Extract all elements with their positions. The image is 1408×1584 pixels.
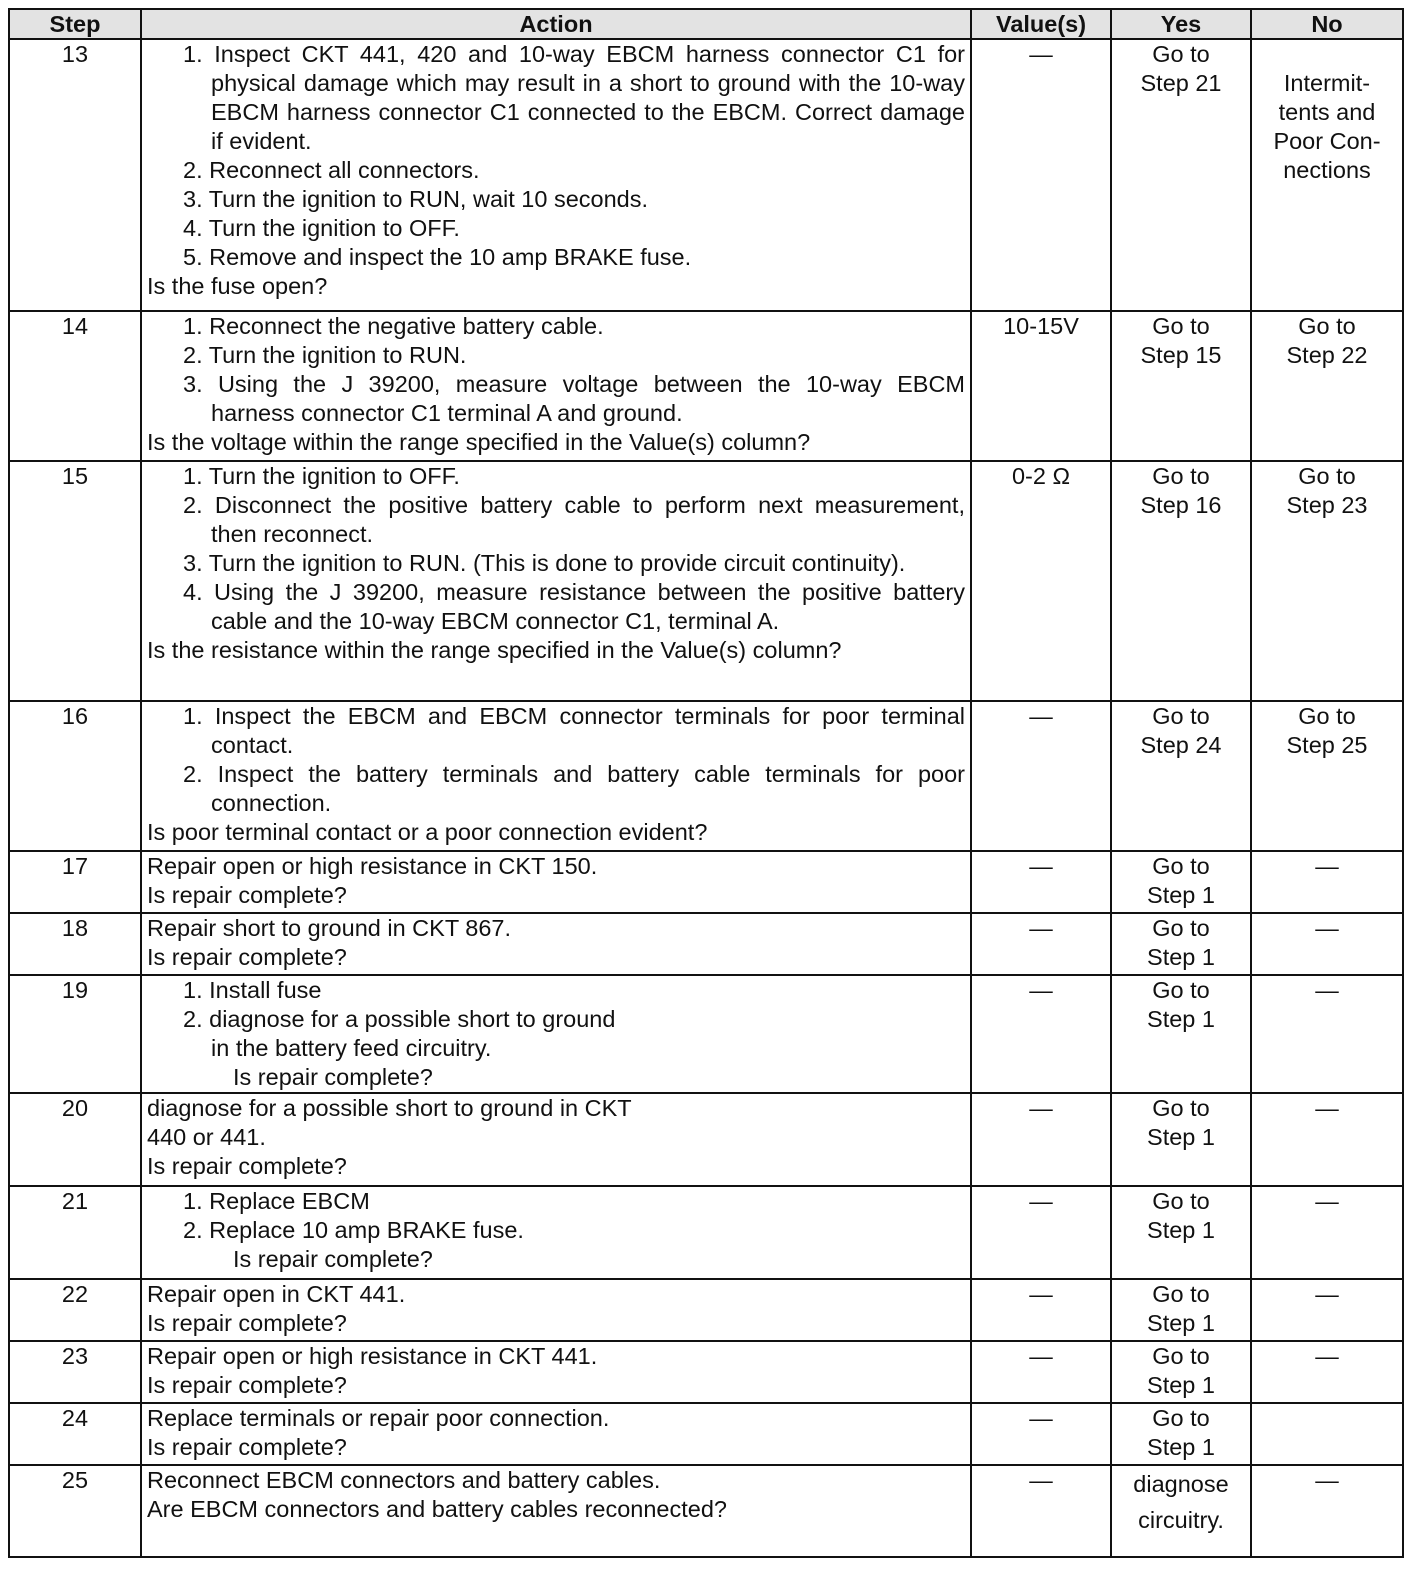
action-text: Is repair complete? <box>147 1153 347 1179</box>
value-cell: 10-15V <box>971 311 1111 461</box>
yes-text: Go to <box>1152 853 1210 879</box>
table-row <box>9 1465 1403 1557</box>
action-step-item: 2. Replace 10 amp BRAKE fuse. <box>183 1217 524 1243</box>
action-step-item: 2. Disconnect the positive battery cable to perform next measurement, then reconnect. <box>183 492 965 547</box>
value-cell: — <box>971 39 1111 311</box>
yes-cell <box>1111 311 1251 461</box>
table-body <box>9 39 1403 1557</box>
header-step: Step <box>9 9 141 39</box>
yes-cell <box>1111 1403 1251 1465</box>
no-text: — <box>1315 1467 1339 1493</box>
no-text: Step 23 <box>1286 492 1368 518</box>
value-cell: — <box>971 1186 1111 1279</box>
value-cell: — <box>971 1279 1111 1341</box>
step-cell: 25 <box>9 1465 141 1557</box>
action-step-item: 4. Turn the ignition to OFF. <box>183 215 460 241</box>
yes-text: circuitry. <box>1138 1507 1224 1533</box>
action-cell <box>141 851 971 913</box>
action-step-item: 3. Turn the ignition to RUN, wait 10 seconds. <box>183 186 649 212</box>
action-text: Is repair complete? <box>147 1372 347 1398</box>
value-cell: 0-2 Ω <box>971 461 1111 701</box>
action-cell <box>141 311 971 461</box>
yes-text: Go to <box>1152 1343 1210 1369</box>
no-cell <box>1251 1093 1403 1186</box>
action-step-item: 3. Using the J 39200, measure voltage between the 10-way EBCM harness connector C1 terminal A and ground. <box>183 371 965 426</box>
action-step-item: 2. Reconnect all connectors. <box>183 157 480 183</box>
yes-cell <box>1111 1279 1251 1341</box>
action-text: Is the fuse open? <box>147 273 328 299</box>
action-cell <box>141 1186 971 1279</box>
action-cell <box>141 1341 971 1403</box>
action-step-item: 1. Inspect CKT 441, 420 and 10-way EBCM harness connector C1 for physical damage which may result in a short to ground with the 10-way EBCM harness connector C1 connected to the EBCM. Correct damage if evident. <box>183 41 965 154</box>
action-cell <box>141 701 971 851</box>
no-text: — <box>1315 1095 1339 1121</box>
step-cell: 24 <box>9 1403 141 1465</box>
yes-cell <box>1111 1093 1251 1186</box>
no-text: Step 25 <box>1286 732 1368 758</box>
step-cell: 22 <box>9 1279 141 1341</box>
action-cell <box>141 1093 971 1186</box>
action-text: Reconnect EBCM connectors and battery cables. <box>147 1467 661 1493</box>
no-text <box>1257 1404 1397 1433</box>
table-row <box>9 311 1403 461</box>
action-text: Are EBCM connectors and battery cables reconnected? <box>147 1496 727 1522</box>
action-text: Is repair complete? <box>233 1064 433 1090</box>
action-step-item: 1. Inspect the EBCM and EBCM connector terminals for poor terminal contact. <box>183 703 965 758</box>
action-cell <box>141 1465 971 1557</box>
action-text: Is the resistance within the range specified in the Value(s) column? <box>147 637 842 663</box>
no-text: tents and <box>1278 99 1376 125</box>
step-cell: 20 <box>9 1093 141 1186</box>
header-action: Action <box>141 9 971 39</box>
table-row <box>9 1279 1403 1341</box>
action-text: Replace terminals or repair poor connection. <box>147 1405 610 1431</box>
no-cell <box>1251 1341 1403 1403</box>
action-text: diagnose for a possible short to ground in CKT <box>147 1095 632 1121</box>
no-cell <box>1251 1403 1403 1465</box>
no-text: — <box>1315 977 1339 1003</box>
value-cell: — <box>971 701 1111 851</box>
no-text: Go to <box>1298 313 1356 339</box>
no-text: — <box>1315 853 1339 879</box>
table-row <box>9 1341 1403 1403</box>
step-cell: 17 <box>9 851 141 913</box>
no-text: — <box>1315 1281 1339 1307</box>
yes-text: Step 1 <box>1147 1434 1215 1460</box>
yes-text: Go to <box>1152 1405 1210 1431</box>
action-text: Is repair complete? <box>147 882 347 908</box>
value-cell: — <box>971 1093 1111 1186</box>
table-row <box>9 851 1403 913</box>
action-step-item: 1. Turn the ignition to OFF. <box>183 463 460 489</box>
action-text: Repair open in CKT 441. <box>147 1281 406 1307</box>
table-row <box>9 1403 1403 1465</box>
yes-text: Go to <box>1152 463 1210 489</box>
value-cell: — <box>971 975 1111 1093</box>
step-cell: 13 <box>9 39 141 311</box>
yes-text: Go to <box>1152 1281 1210 1307</box>
yes-cell <box>1111 461 1251 701</box>
table-row <box>9 701 1403 851</box>
yes-text: Step 1 <box>1147 882 1215 908</box>
header-no: No <box>1251 9 1403 39</box>
yes-cell <box>1111 39 1251 311</box>
yes-text: Go to <box>1152 41 1210 67</box>
no-cell <box>1251 39 1403 311</box>
yes-text: Step 1 <box>1147 1124 1215 1150</box>
action-cell <box>141 913 971 975</box>
yes-cell <box>1111 1465 1251 1557</box>
action-cell <box>141 1403 971 1465</box>
table-row <box>9 461 1403 701</box>
action-step-item: 3. Turn the ignition to RUN. (This is done to provide circuit continuity). <box>183 550 906 576</box>
no-cell <box>1251 975 1403 1093</box>
yes-cell <box>1111 913 1251 975</box>
table-row <box>9 39 1403 311</box>
action-text: in the battery feed circuitry. <box>211 1035 492 1061</box>
action-cell <box>141 975 971 1093</box>
step-cell: 19 <box>9 975 141 1093</box>
yes-text: Step 1 <box>1147 944 1215 970</box>
yes-text: Go to <box>1152 977 1210 1003</box>
no-text: — <box>1315 1188 1339 1214</box>
yes-text: diagnose <box>1133 1471 1229 1497</box>
yes-text: Go to <box>1152 915 1210 941</box>
yes-text: Step 1 <box>1147 1372 1215 1398</box>
no-text: Intermit- <box>1283 70 1371 96</box>
yes-text: Step 21 <box>1140 70 1222 96</box>
yes-text: Go to <box>1152 703 1210 729</box>
no-text: nections <box>1283 157 1371 183</box>
action-step-item: 5. Remove and inspect the 10 amp BRAKE fuse. <box>183 244 692 270</box>
no-text: Go to <box>1298 703 1356 729</box>
no-text <box>1257 40 1397 69</box>
yes-cell <box>1111 701 1251 851</box>
step-cell: 16 <box>9 701 141 851</box>
no-cell <box>1251 1279 1403 1341</box>
yes-text: Go to <box>1152 1188 1210 1214</box>
action-text: Is repair complete? <box>233 1246 433 1272</box>
header-values: Value(s) <box>971 9 1111 39</box>
no-text: Poor Con- <box>1273 128 1381 154</box>
yes-cell <box>1111 1186 1251 1279</box>
table-row <box>9 1186 1403 1279</box>
no-text: — <box>1315 915 1339 941</box>
action-text: Is repair complete? <box>147 1310 347 1336</box>
value-cell: — <box>971 1341 1111 1403</box>
yes-text: Step 1 <box>1147 1217 1215 1243</box>
no-cell <box>1251 1186 1403 1279</box>
no-cell <box>1251 311 1403 461</box>
value-cell: — <box>971 1465 1111 1557</box>
table-row <box>9 1093 1403 1186</box>
diagnostic-table <box>8 8 1404 1558</box>
action-cell <box>141 1279 971 1341</box>
yes-text: Step 15 <box>1140 342 1222 368</box>
no-text: Step 22 <box>1286 342 1368 368</box>
yes-text: Go to <box>1152 1095 1210 1121</box>
yes-cell <box>1111 975 1251 1093</box>
action-text: Is poor terminal contact or a poor connection evident? <box>147 819 708 845</box>
action-cell <box>141 39 971 311</box>
action-step-item: 1. Reconnect the negative battery cable. <box>183 313 604 339</box>
yes-cell <box>1111 851 1251 913</box>
value-cell: — <box>971 913 1111 975</box>
no-text: — <box>1315 1343 1339 1369</box>
no-cell <box>1251 701 1403 851</box>
table-row <box>9 913 1403 975</box>
table-header-row <box>9 9 1403 39</box>
action-step-item: 2. diagnose for a possible short to ground <box>183 1006 616 1032</box>
step-cell: 14 <box>9 311 141 461</box>
action-step-item: 2. Turn the ignition to RUN. <box>183 342 467 368</box>
action-text: Is repair complete? <box>147 944 347 970</box>
yes-text: Step 1 <box>1147 1006 1215 1032</box>
yes-text: Step 1 <box>1147 1310 1215 1336</box>
action-step-item: 2. Inspect the battery terminals and battery cable terminals for poor connection. <box>183 761 965 816</box>
action-text: Repair open or high resistance in CKT 441. <box>147 1343 598 1369</box>
step-cell: 18 <box>9 913 141 975</box>
table-row <box>9 975 1403 1093</box>
action-cell <box>141 461 971 701</box>
yes-text: Step 16 <box>1140 492 1222 518</box>
yes-text: Go to <box>1152 313 1210 339</box>
no-text: Go to <box>1298 463 1356 489</box>
no-cell <box>1251 461 1403 701</box>
value-cell: — <box>971 1403 1111 1465</box>
yes-cell <box>1111 1341 1251 1403</box>
step-cell: 23 <box>9 1341 141 1403</box>
action-text: Repair open or high resistance in CKT 150. <box>147 853 598 879</box>
step-cell: 15 <box>9 461 141 701</box>
action-text: 440 or 441. <box>147 1124 266 1150</box>
action-step-item: 1. Install fuse <box>183 977 322 1003</box>
no-cell <box>1251 913 1403 975</box>
yes-text: Step 24 <box>1140 732 1222 758</box>
header-yes: Yes <box>1111 9 1251 39</box>
action-step-item: 1. Replace EBCM <box>183 1188 370 1214</box>
action-text: Repair short to ground in CKT 867. <box>147 915 512 941</box>
no-cell <box>1251 1465 1403 1557</box>
value-cell: — <box>971 851 1111 913</box>
step-cell: 21 <box>9 1186 141 1279</box>
action-step-item: 4. Using the J 39200, measure resistance between the positive battery cable and the 10-way EBCM connector C1, terminal A. <box>183 579 965 634</box>
no-cell <box>1251 851 1403 913</box>
action-text: Is repair complete? <box>147 1434 347 1460</box>
action-text: Is the voltage within the range specified in the Value(s) column? <box>147 429 811 455</box>
